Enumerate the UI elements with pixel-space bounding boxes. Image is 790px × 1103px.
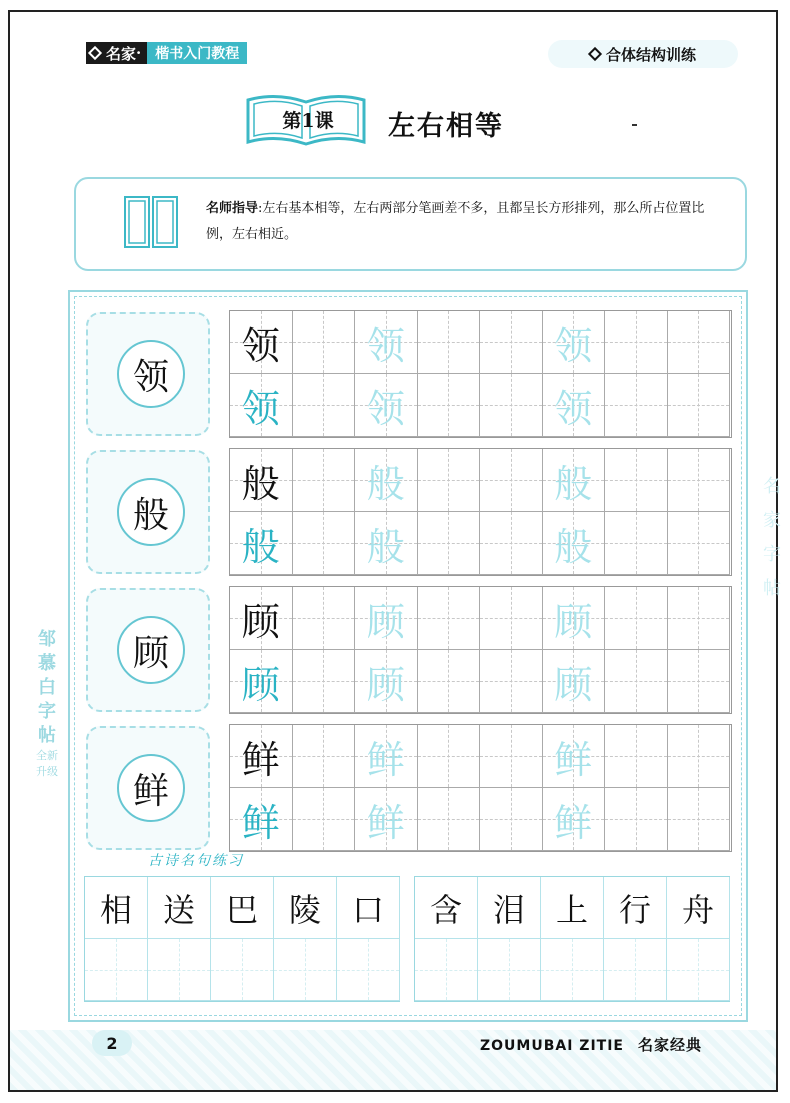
footer-cn: 名家经典 — [638, 1036, 703, 1054]
section-title: 合体结构训练 — [605, 45, 696, 64]
grid-cell[interactable] — [668, 512, 731, 575]
grid-cell — [230, 512, 293, 575]
grid-cell — [355, 311, 418, 374]
grid-cell[interactable] — [605, 374, 668, 437]
tip-body: :左右基本相等，左右两部分笔画差不多，且都呈长方形排列，那么所占位置比例，左右相近。 — [206, 201, 705, 242]
grid-cell[interactable] — [668, 374, 731, 437]
grid-cell — [543, 587, 606, 650]
grid-cell[interactable] — [480, 512, 543, 575]
lesson-number: 第1课 — [282, 110, 334, 132]
grid-cell — [543, 512, 606, 575]
trace-char: 领 — [366, 323, 405, 368]
model-char-circle — [117, 340, 185, 408]
side-char: 名 — [763, 476, 781, 497]
grid-cell — [230, 650, 293, 713]
grid-cell — [543, 650, 606, 713]
left-right-structure-icon — [124, 196, 178, 248]
side-brand-left — [34, 628, 60, 780]
poem-grid-left — [84, 876, 400, 1002]
grid-cell — [230, 311, 293, 374]
example-char: 领 — [241, 323, 280, 368]
writing-grid — [229, 586, 732, 714]
lesson-title: 左右相等 — [388, 111, 504, 142]
grid-cell[interactable] — [418, 650, 481, 713]
grid-cell[interactable] — [605, 512, 668, 575]
grid-cell[interactable] — [668, 449, 731, 512]
grid-cell[interactable] — [293, 311, 356, 374]
trace-char: 领 — [366, 386, 405, 431]
grid-cell[interactable] — [293, 449, 356, 512]
grid-cell — [355, 788, 418, 851]
poem-practice-cell[interactable] — [604, 939, 667, 1001]
grid-cell[interactable] — [293, 587, 356, 650]
poem-char-cell: 含 — [415, 877, 478, 939]
side-char: 邹 — [38, 629, 56, 650]
grid-cell — [355, 374, 418, 437]
footer-latin: ZOUMUBAI ZITIE — [480, 1038, 624, 1054]
poem-char-cell: 舟 — [667, 877, 730, 939]
diamond-icon — [88, 46, 102, 60]
example-char: 顾 — [241, 599, 280, 644]
brand-block — [86, 42, 147, 64]
trace-char: 鲜 — [366, 800, 405, 845]
example-char: 鲜 — [241, 800, 280, 845]
tip-text — [206, 196, 706, 248]
grid-cell — [355, 587, 418, 650]
brand-name: 名家 — [106, 44, 137, 63]
model-char-circle — [117, 754, 185, 822]
model-char: 顾 — [132, 632, 169, 674]
trace-char: 顾 — [366, 599, 405, 644]
section-badge — [548, 40, 738, 68]
page-number: 2 — [92, 1030, 132, 1056]
trace-char: 般 — [554, 524, 593, 569]
grid-cell[interactable] — [480, 788, 543, 851]
poem-char-cell: 陵 — [274, 877, 337, 939]
grid-cell[interactable] — [605, 650, 668, 713]
grid-cell[interactable] — [480, 311, 543, 374]
grid-cell[interactable] — [480, 449, 543, 512]
poem-char-cell: 口 — [337, 877, 400, 939]
poem-practice-cell[interactable] — [478, 939, 541, 1001]
grid-cell[interactable] — [418, 725, 481, 788]
poem-char-cell: 上 — [541, 877, 604, 939]
grid-cell[interactable] — [605, 725, 668, 788]
trace-char: 般 — [554, 461, 593, 506]
brand-dot: · — [136, 44, 142, 62]
grid-cell — [355, 512, 418, 575]
example-char: 鲜 — [241, 737, 280, 782]
grid-cell — [543, 374, 606, 437]
writing-grid — [229, 448, 732, 576]
poem-practice-cell[interactable] — [274, 939, 337, 1001]
grid-cell[interactable] — [605, 311, 668, 374]
grid-cell — [355, 650, 418, 713]
grid-cell[interactable] — [480, 650, 543, 713]
grid-cell — [543, 449, 606, 512]
poem-practice-cell[interactable] — [415, 939, 478, 1001]
poem-practice-cell[interactable] — [85, 939, 148, 1001]
grid-cell[interactable] — [418, 512, 481, 575]
side-char: 家 — [763, 510, 781, 531]
poem-practice-cell[interactable] — [667, 939, 730, 1001]
grid-cell[interactable] — [668, 725, 731, 788]
poem-practice-cell[interactable] — [148, 939, 211, 1001]
trace-char: 顾 — [554, 662, 593, 707]
poem-char-cell: 送 — [148, 877, 211, 939]
poem-char-cell: 相 — [85, 877, 148, 939]
side-char: 帖 — [763, 578, 781, 599]
model-char-circle — [117, 616, 185, 684]
grid-cell — [543, 788, 606, 851]
poem-grid-right — [414, 876, 730, 1002]
poem-char-cell: 行 — [604, 877, 667, 939]
side-char: 帖 — [38, 725, 56, 746]
example-char: 般 — [241, 461, 280, 506]
divider-mark — [632, 124, 637, 126]
model-char: 领 — [132, 356, 169, 398]
example-char: 领 — [241, 386, 280, 431]
grid-cell — [355, 725, 418, 788]
grid-cell[interactable] — [293, 374, 356, 437]
grid-cell[interactable] — [480, 374, 543, 437]
grid-cell[interactable] — [480, 725, 543, 788]
footer-text — [480, 1034, 702, 1055]
poem-char-cell: 巴 — [211, 877, 274, 939]
grid-cell[interactable] — [293, 512, 356, 575]
grid-cell[interactable] — [418, 374, 481, 437]
trace-char: 领 — [554, 386, 593, 431]
grid-cell[interactable] — [418, 587, 481, 650]
trace-char: 顾 — [366, 662, 405, 707]
side-char: 字 — [763, 544, 781, 565]
model-char: 般 — [132, 494, 169, 536]
grid-cell[interactable] — [418, 449, 481, 512]
writing-grid — [229, 310, 732, 438]
diamond-icon — [588, 47, 602, 61]
trace-char: 鲜 — [366, 737, 405, 782]
grid-cell — [230, 374, 293, 437]
model-char-circle — [117, 478, 185, 546]
grid-cell[interactable] — [293, 725, 356, 788]
poem-practice-cell[interactable] — [337, 939, 400, 1001]
trace-char: 顾 — [554, 599, 593, 644]
trace-char: 般 — [366, 461, 405, 506]
side-char: 字 — [38, 701, 56, 722]
grid-cell[interactable] — [668, 788, 731, 851]
grid-cell[interactable] — [480, 587, 543, 650]
grid-cell[interactable] — [605, 788, 668, 851]
series-brand — [86, 42, 247, 64]
grid-cell[interactable] — [418, 311, 481, 374]
trace-char: 鲜 — [554, 737, 593, 782]
side-brand-right — [760, 470, 784, 606]
grid-cell — [230, 449, 293, 512]
trace-char: 领 — [554, 323, 593, 368]
grid-cell[interactable] — [418, 788, 481, 851]
grid-cell[interactable] — [668, 587, 731, 650]
poem-practice-cell[interactable] — [211, 939, 274, 1001]
grid-cell[interactable] — [293, 650, 356, 713]
grid-cell — [230, 788, 293, 851]
tip-label: 名师指导 — [206, 201, 259, 216]
series-name: 楷书入门教程 — [147, 42, 247, 64]
grid-cell — [543, 311, 606, 374]
side-char: 慕 — [38, 653, 56, 674]
grid-cell[interactable] — [293, 788, 356, 851]
grid-cell — [543, 725, 606, 788]
poem-char-cell: 泪 — [478, 877, 541, 939]
poem-section-title: 古诗名句练习 — [148, 853, 244, 869]
example-char: 顾 — [241, 662, 280, 707]
example-char: 般 — [241, 524, 280, 569]
grid-cell — [230, 725, 293, 788]
side-char: 白 — [38, 677, 56, 698]
trace-char: 般 — [366, 524, 405, 569]
model-char: 鲜 — [132, 770, 169, 812]
poem-practice-cell[interactable] — [541, 939, 604, 1001]
trace-char: 鲜 — [554, 800, 593, 845]
grid-cell — [355, 449, 418, 512]
grid-cell — [230, 587, 293, 650]
side-small-text: 全新升级 — [36, 749, 58, 778]
grid-cell[interactable] — [668, 311, 731, 374]
grid-cell[interactable] — [605, 587, 668, 650]
grid-cell[interactable] — [605, 449, 668, 512]
writing-grid — [229, 724, 732, 852]
grid-cell[interactable] — [668, 650, 731, 713]
